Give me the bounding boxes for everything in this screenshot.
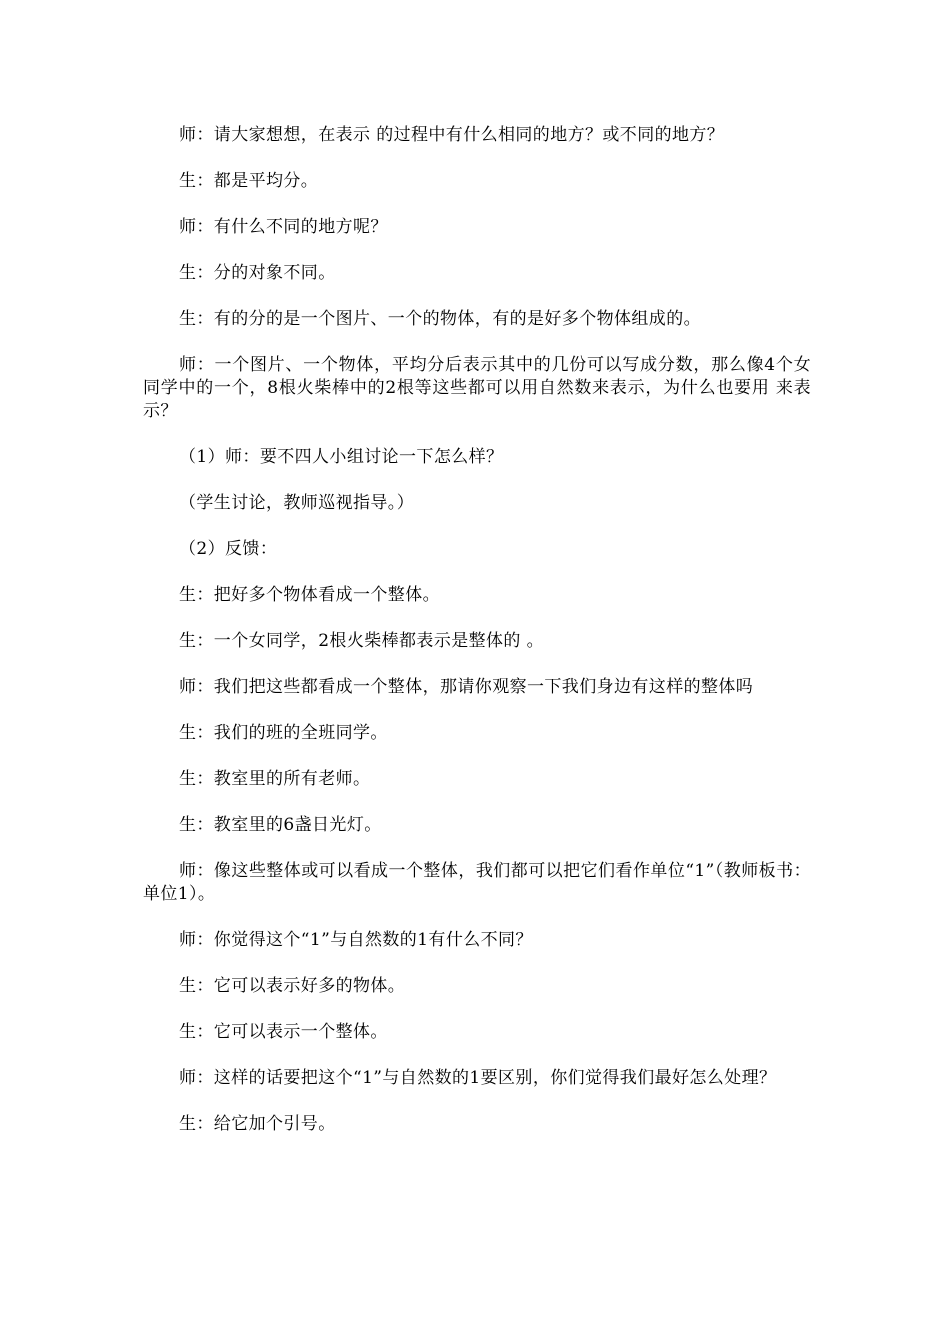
paragraph: 师：有什么不同的地方呢？ (179, 217, 388, 237)
paragraph: 师：一个图片、一个物体，平均分后表示其中的几份可以写成分数，那么像4个女同学中的一个，8根火柴棒中的2根等这些都可以用自然数来表示，为什么也要用 来表示？ (143, 355, 811, 421)
paragraph: （2）反馈： (179, 539, 278, 559)
paragraph: 师：我们把这些都看成一个整体，那请你观察一下我们身边有这样的整体吗 (179, 677, 754, 697)
paragraph: （学生讨论，教师巡视指导。） (179, 493, 415, 513)
paragraph: 生：分的对象不同。 (179, 263, 336, 283)
paragraph: （1）师：要不四人小组讨论一下怎么样？ (179, 447, 504, 467)
paragraph: 生：它可以表示好多的物体。 (179, 976, 406, 996)
lesson-transcript (143, 124, 811, 1136)
paragraph: 师：像这些整体或可以看成一个整体，我们都可以把它们看作单位“1”（教师板书：单位1）。 (143, 861, 811, 904)
paragraph: 生：它可以表示一个整体。 (179, 1022, 388, 1042)
paragraph: 师：请大家想想，在表示 的过程中有什么相同的地方？或不同的地方？ (179, 125, 725, 145)
paragraph: 生：给它加个引号。 (179, 1114, 336, 1134)
paragraph: 生：都是平均分。 (179, 171, 319, 191)
paragraph: 生：教室里的所有老师。 (179, 769, 371, 789)
paragraph: 生：把好多个物体看成一个整体。 (179, 585, 440, 605)
paragraph: 生：我们的班的全班同学。 (179, 723, 388, 743)
paragraph: 师：这样的话要把这个“1”与自然数的1要区别，你们觉得我们最好怎么处理？ (179, 1068, 777, 1088)
paragraph: 生：有的分的是一个图片、一个的物体，有的是好多个物体组成的。 (179, 309, 701, 329)
paragraph: 生：一个女同学，2根火柴棒都表示是整体的 。 (179, 631, 545, 651)
paragraph: 生：教室里的6盏日光灯。 (179, 815, 382, 835)
paragraph: 师：你觉得这个“1”与自然数的1有什么不同？ (179, 930, 533, 950)
